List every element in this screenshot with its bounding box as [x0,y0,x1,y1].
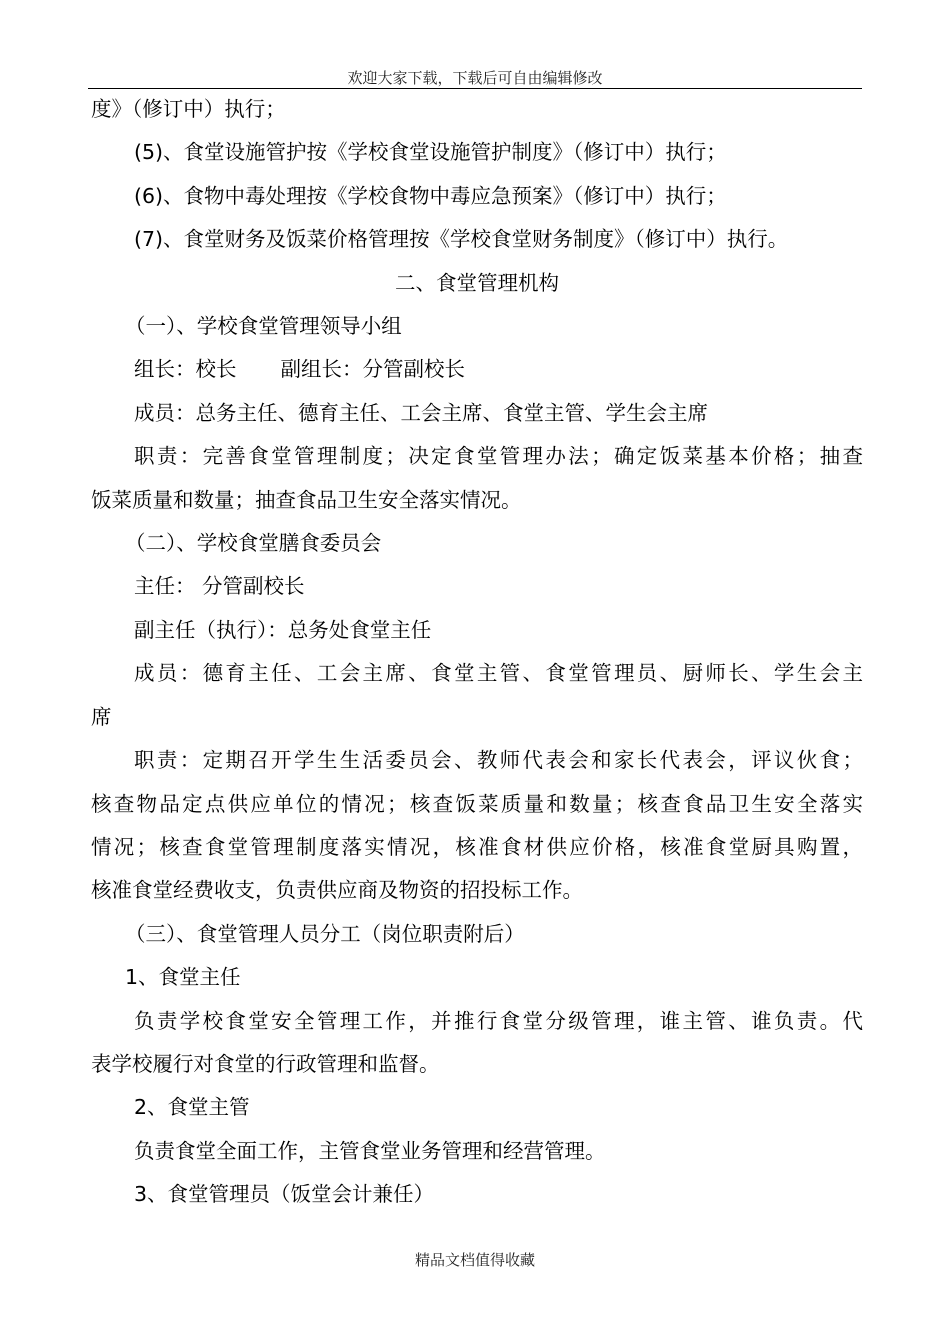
role-description-2: 负责食堂全面工作，主管食堂业务管理和经营管理。 [134,1138,606,1163]
committee-duties-line-3: 情况；核查食堂管理制度落实情况，核准食材供应价格，核准食堂厨具购置， [91,834,863,859]
leader-line [91,348,863,391]
rule-item-5: (5)、食堂设施管护按《学校食堂设施管护制度》（修订中）执行； [134,140,727,165]
rule-item-7: (7)、食堂财务及饭菜价格管理按《学校食堂财务制度》（修订中）执行。 [134,227,789,252]
committee-members-line-1: 成员：德育主任、工会主席、食堂主管、食堂管理员、厨师长、学生会主 [134,661,863,686]
section-title: 二、食堂管理机构 [395,270,559,295]
subsection-title-1: （一）、学校食堂管理领导小组 [125,314,402,339]
subsection-title-2: （二）、学校食堂膳食委员会 [125,531,382,556]
paragraph-line: 度》（修订中）执行； [91,97,286,121]
page-header: 欢迎大家下载，下载后可自由编辑修改 [347,69,603,87]
page-footer: 精品文档值得收藏 [414,1251,535,1269]
role-description-1-line-1: 负责学校食堂安全管理工作，并推行食堂分级管理，谁主管、谁负责。代 [134,1008,863,1033]
role-title-1: 1、食堂主任 [125,965,241,990]
role-description-1-line-2: 表学校履行对食堂的行政管理和监督。 [91,1051,440,1076]
subsection-title-3: （三）、食堂管理人员分工（岗位职责附后） [125,921,525,946]
group-deputy: 副组长：分管副校长 [280,357,465,382]
role-title-3: 3、食堂管理员（饭堂会计兼任） [134,1182,435,1207]
group-duties-line-1: 职责：完善食堂管理制度；决定食堂管理办法；确定饭菜基本价格；抽查 [134,444,863,469]
document-body [91,88,863,1217]
group-members: 成员：总务主任、德育主任、工会主席、食堂主管、学生会主席 [134,400,708,425]
rule-item-6: (6)、食物中毒处理按《学校食物中毒应急预案》（修订中）执行； [134,183,727,208]
committee-vice-director: 副主任（执行）：总务处食堂主任 [134,617,432,642]
committee-duties-line-1: 职责：定期召开学生生活委员会、教师代表会和家长代表会，评议伙食； [134,748,863,773]
committee-duties-line-4: 核准食堂经费收支，负责供应商及物资的招投标工作。 [91,878,583,903]
committee-director: 主任： 分管副校长 [134,574,305,599]
role-title-2: 2、食堂主管 [134,1095,250,1120]
committee-members-line-2: 席 [91,704,112,729]
group-leader: 组长：校长 [134,357,237,382]
committee-duties-line-2: 核查物品定点供应单位的情况；核查饭菜质量和数量；核查食品卫生安全落实 [91,791,863,816]
group-duties-line-2: 饭菜质量和数量；抽查食品卫生安全落实情况。 [91,487,522,512]
